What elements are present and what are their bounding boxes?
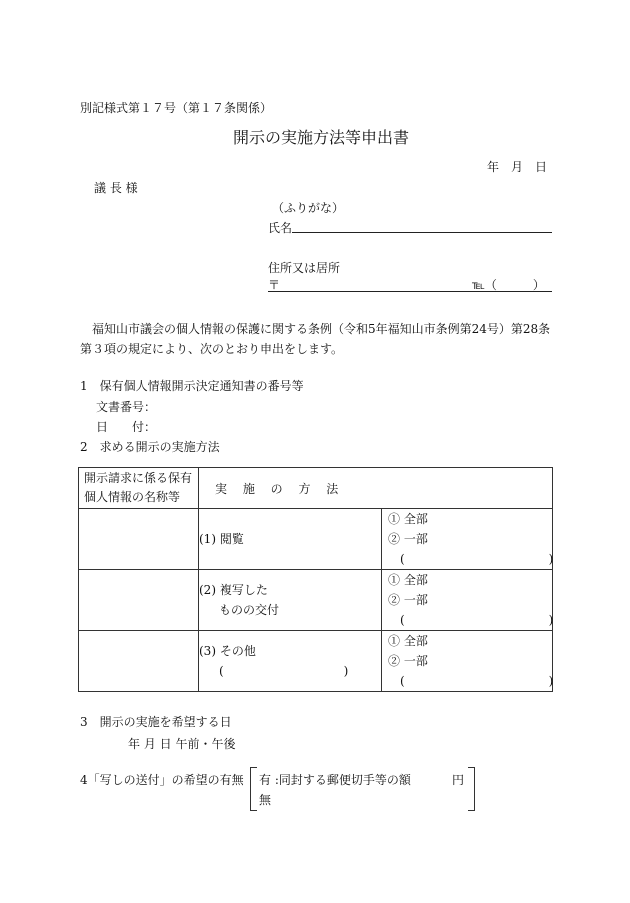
mailing-no[interactable]: 無: [259, 793, 272, 807]
section2-heading: 2 求める開示の実施方法: [80, 440, 220, 454]
option-all[interactable]: ① 全部: [388, 634, 428, 648]
date-label: 日 付：: [96, 420, 157, 434]
tel-label: ℡（ ）: [472, 278, 545, 292]
section1-heading: 1 保有個人情報開示決定通知書の番号等: [80, 379, 304, 393]
option-part[interactable]: ② 一部: [388, 532, 428, 546]
option-cell: [382, 631, 553, 692]
col-method-header: 実 施 の 方 法: [199, 468, 553, 509]
addressee: 議 長 様: [94, 181, 138, 195]
method-cell: (3) その他 ( ): [199, 631, 382, 692]
address-label: 住所又は居所: [268, 261, 341, 275]
option-cell: [382, 509, 553, 570]
name-label: 氏名: [268, 221, 293, 235]
right-bracket: [468, 767, 475, 811]
option-detail[interactable]: ( ): [400, 613, 554, 627]
option-detail[interactable]: ( ): [400, 674, 554, 688]
option-part[interactable]: ② 一部: [388, 593, 428, 607]
table-row: [79, 509, 553, 570]
name-cell[interactable]: [79, 570, 199, 631]
doc-number-label: 文書番号：: [96, 400, 157, 414]
option-all[interactable]: ① 全部: [388, 573, 428, 587]
option-all[interactable]: ① 全部: [388, 512, 428, 526]
name-cell[interactable]: [79, 509, 199, 570]
mailing-yes[interactable]: 有 :同封する郵便切手等の額: [259, 773, 411, 787]
form-code: 別記様式第１７号（第１７条関係）: [80, 101, 273, 115]
other-detail[interactable]: ( ): [219, 664, 349, 678]
section3-heading: 3 開示の実施を希望する日: [80, 715, 232, 729]
left-bracket: [250, 767, 257, 811]
name-cell[interactable]: [79, 631, 199, 692]
furigana-label: （ふりがな）: [272, 201, 345, 215]
name-underline: [292, 232, 552, 233]
method-cell: (1) 閲覧: [199, 509, 382, 570]
option-cell: [382, 570, 553, 631]
body-line-2: 第３項の規定により、次のとおり申出をします。: [80, 342, 344, 356]
table-row: [79, 570, 553, 631]
option-detail[interactable]: ( ): [400, 552, 554, 566]
date-line: 年 月 日: [487, 160, 548, 174]
table-header-row: [79, 468, 553, 509]
section4-heading: 4「写しの送付」の希望の有無: [80, 773, 244, 787]
preferred-date[interactable]: 年 月 日 午前・午後: [128, 737, 236, 751]
table-row: [79, 631, 553, 692]
body-line-1: 福知山市議会の個人情報の保護に関する条例（令和5年福知山市条例第24号）第28条: [92, 322, 551, 336]
method-cell: (2) 複写した ものの交付: [199, 570, 382, 631]
address-underline: [268, 291, 552, 292]
page-title: 開示の実施方法等申出書: [233, 128, 410, 147]
option-part[interactable]: ② 一部: [388, 654, 428, 668]
yen-label: 円: [452, 773, 465, 787]
postal-mark: 〒: [268, 278, 281, 292]
col-name-header: 開示請求に係る保有 個人情報の名称等: [79, 468, 199, 509]
method-table: [78, 467, 553, 692]
